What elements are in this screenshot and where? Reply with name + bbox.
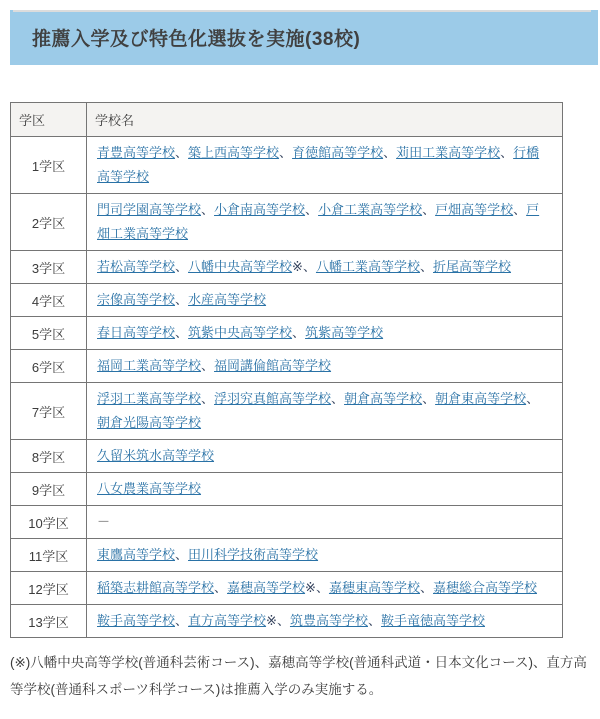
school-link[interactable]: 東鷹高等学校 [97,547,176,562]
schools-cell [87,605,563,638]
school-separator: 、 [201,202,215,217]
school-link[interactable]: 浮羽工業高等学校 [97,391,202,406]
district-cell: 3学区 [11,251,87,284]
district-cell: 5学区 [11,317,87,350]
star-mark: ※ [292,259,303,274]
footnote-text: (※)八幡中央高等学校(普通科芸術コース)、嘉穂高等学校(普通科武道・日本文化コース)、直方高等学校(普通科スポーツ科学コース)は推薦入学のみ実施する。 [10,655,587,697]
schools-cell [87,539,563,572]
school-link[interactable]: 朝倉光陽高等学校 [97,415,202,430]
district-cell: 2学区 [11,194,87,251]
schools-cell [87,383,563,440]
school-separator: 、 [331,391,345,406]
school-link[interactable]: 福岡講倫館高等学校 [214,358,332,373]
district-cell: 7学区 [11,383,87,440]
school-link[interactable]: 折尾高等学校 [433,259,512,274]
schools-cell [87,194,563,251]
table-row [11,473,563,506]
schools-cell [87,440,563,473]
school-link[interactable]: 青豊高等学校 [97,145,176,160]
school-link[interactable]: 築上西高等学校 [188,145,280,160]
school-link[interactable]: 行橋高等学校 [97,145,540,184]
table-row [11,194,563,251]
star-mark: ※ [266,613,277,628]
table-row [11,383,563,440]
school-link[interactable]: 門司学園高等学校 [97,202,202,217]
district-cell: 9学区 [11,473,87,506]
school-link[interactable]: 浮羽究真館高等学校 [214,391,332,406]
school-link[interactable]: 嘉穂高等学校 [227,580,306,595]
schools-cell [87,572,563,605]
school-link[interactable]: 筑紫高等学校 [305,325,384,340]
section-title-banner [10,10,598,65]
schools-cell [87,473,563,506]
schools-cell [87,137,563,194]
school-link[interactable]: 福岡工業高等学校 [97,358,202,373]
table-row [11,605,563,638]
school-separator: 、 [175,259,189,274]
school-separator: 、 [419,580,433,595]
table-row [11,350,563,383]
district-cell: 13学区 [11,605,87,638]
school-separator: 、 [201,391,215,406]
table-row [11,251,563,284]
school-link[interactable]: 宗像高等学校 [97,292,176,307]
district-cell: 1学区 [11,137,87,194]
school-link[interactable]: 戸畑高等学校 [435,202,514,217]
school-separator: 、 [302,259,316,274]
district-cell: 6学区 [11,350,87,383]
school-link[interactable]: 嘉穂東高等学校 [328,580,420,595]
table-row [11,440,563,473]
school-separator: 、 [292,325,306,340]
school-separator: 、 [175,325,189,340]
school-separator: 、 [367,613,381,628]
school-link[interactable]: 朝倉高等学校 [344,391,423,406]
table-row [11,539,563,572]
school-link[interactable]: 戸畑工業高等学校 [97,202,540,241]
schools-table-wrap [10,102,600,638]
col-header-school-name: 学校名 [87,103,563,137]
school-separator: 、 [383,145,397,160]
school-separator: 、 [276,613,290,628]
col-header-district: 学区 [11,103,87,137]
school-separator: 、 [175,292,189,307]
school-link[interactable]: 八女農業高等学校 [97,481,202,496]
table-row [11,506,563,539]
school-link[interactable]: 稲築志耕館高等学校 [97,580,215,595]
school-link[interactable]: 若松高等学校 [97,259,176,274]
school-separator: 、 [214,580,228,595]
school-separator: 、 [175,613,189,628]
table-body [11,137,563,638]
district-cell: 11学区 [11,539,87,572]
school-link[interactable]: 苅田工業高等学校 [396,145,501,160]
school-separator: 、 [175,547,189,562]
schools-cell [87,506,563,539]
table-row [11,572,563,605]
school-separator: 、 [305,202,319,217]
schools-cell [87,284,563,317]
school-separator: 、 [526,391,540,406]
school-link[interactable]: 育徳館高等学校 [292,145,384,160]
school-link[interactable]: 朝倉東高等学校 [435,391,527,406]
page-title: 推薦入学及び特色化選抜を実施(38校) [32,29,361,50]
school-separator: 、 [175,145,189,160]
table-header-row [11,103,563,137]
star-mark: ※ [305,580,316,595]
district-cell: 4学区 [11,284,87,317]
school-link[interactable]: 嘉穂総合高等学校 [433,580,538,595]
school-link[interactable]: 八幡中央高等学校 [188,259,293,274]
school-separator: 、 [500,145,514,160]
school-link[interactable]: 水産高等学校 [188,292,267,307]
district-cell: 10学区 [11,506,87,539]
schools-cell [87,317,563,350]
school-separator: 、 [422,202,436,217]
school-separator: 、 [422,391,436,406]
school-link[interactable]: 春日高等学校 [97,325,176,340]
empty-mark: － [97,514,111,529]
school-link[interactable]: 小倉南高等学校 [214,202,306,217]
table-row [11,137,563,194]
schools-table [10,102,563,638]
school-link[interactable]: 鞍手高等学校 [97,613,176,628]
table-row [11,317,563,350]
school-link[interactable]: 田川科学技術高等学校 [188,547,319,562]
table-row [11,284,563,317]
district-cell: 12学区 [11,572,87,605]
school-separator: 、 [513,202,527,217]
schools-cell [87,350,563,383]
cropped-element-edge [13,10,591,12]
school-link[interactable]: 八幡工業高等学校 [315,259,420,274]
school-separator: 、 [279,145,293,160]
schools-cell [87,251,563,284]
school-separator: 、 [419,259,433,274]
school-link[interactable]: 筑豊高等学校 [289,613,368,628]
school-link[interactable]: 久留米筑水高等学校 [97,448,215,463]
school-separator: 、 [201,358,215,373]
district-cell: 8学区 [11,440,87,473]
school-link[interactable]: 筑紫中央高等学校 [188,325,293,340]
school-separator: 、 [315,580,329,595]
school-link[interactable]: 直方高等学校 [188,613,267,628]
school-link[interactable]: 鞍手竜徳高等学校 [381,613,486,628]
school-link[interactable]: 小倉工業高等学校 [318,202,423,217]
